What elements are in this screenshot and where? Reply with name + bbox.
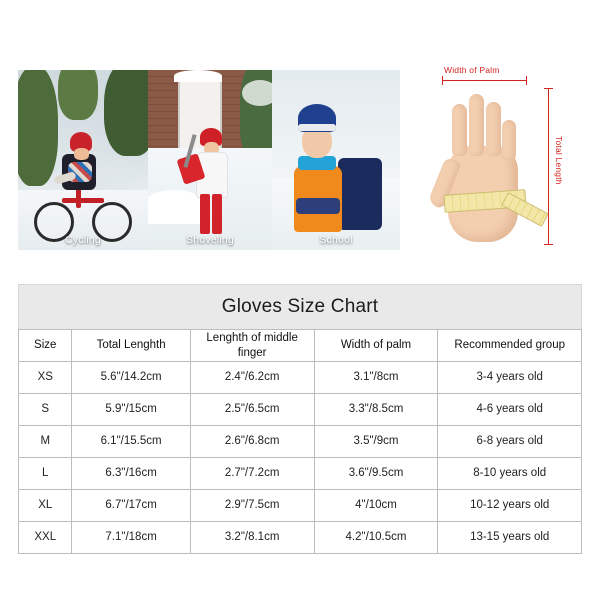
photo-cycling [18, 70, 148, 250]
cell-size: XL [19, 490, 72, 522]
photo-caption: School [319, 234, 353, 246]
decorative-tree [104, 70, 148, 156]
table-header-row [19, 330, 582, 362]
column-header-size: Size [19, 330, 72, 362]
cell-palm-width: 3.6"/9.5cm [314, 458, 438, 490]
jacket-panel [296, 198, 340, 214]
cell-recommended-group: 8-10 years old [438, 458, 582, 490]
cell-total-length: 7.1"/18cm [72, 522, 190, 554]
table-row [19, 426, 582, 458]
cell-size: S [19, 394, 72, 426]
lifestyle-photo-band [18, 70, 400, 250]
school-backpack [338, 158, 382, 230]
column-header-middle-finger: Lenghth of middle finger [190, 330, 314, 362]
child-pants [212, 194, 222, 234]
cell-total-length: 6.1"/15.5cm [72, 426, 190, 458]
cell-recommended-group: 3-4 years old [438, 362, 582, 394]
hand-illustration [436, 84, 532, 248]
cell-palm-width: 3.5"/9cm [314, 426, 438, 458]
cell-size: XXL [19, 522, 72, 554]
decorative-tree [18, 70, 58, 186]
size-table [18, 329, 582, 554]
cell-middle-finger: 2.5"/6.5cm [190, 394, 314, 426]
table-row [19, 490, 582, 522]
cell-recommended-group: 6-8 years old [438, 426, 582, 458]
total-length-tick [544, 244, 553, 245]
snow-on-roof [174, 70, 222, 82]
cell-middle-finger: 2.7"/7.2cm [190, 458, 314, 490]
cell-middle-finger: 2.9"/7.5cm [190, 490, 314, 522]
cell-recommended-group: 4-6 years old [438, 394, 582, 426]
table-row [19, 394, 582, 426]
column-header-recommended-group: Recommended group [438, 330, 582, 362]
cell-total-length: 5.9"/15cm [72, 394, 190, 426]
column-header-total-length: Total Lenghth [72, 330, 190, 362]
table-row [19, 458, 582, 490]
photo-school [272, 70, 400, 250]
table-row [19, 362, 582, 394]
index-finger [452, 104, 467, 156]
photo-caption: Shoveling [186, 234, 234, 246]
cell-palm-width: 4"/10cm [314, 490, 438, 522]
table-row [19, 522, 582, 554]
cell-recommended-group: 13-15 years old [438, 522, 582, 554]
cell-size: L [19, 458, 72, 490]
gloves-size-chart [18, 284, 582, 554]
page-title: Gloves Size Chart [221, 296, 379, 317]
cell-total-length: 6.7"/17cm [72, 490, 190, 522]
cell-size: XS [19, 362, 72, 394]
snow-on-bush [242, 80, 272, 106]
cell-size: M [19, 426, 72, 458]
rider-face [74, 148, 89, 160]
cell-total-length: 6.3"/16cm [72, 458, 190, 490]
total-length-tick [544, 88, 553, 89]
cell-total-length: 5.6"/14.2cm [72, 362, 190, 394]
cell-middle-finger: 3.2"/8.1cm [190, 522, 314, 554]
cell-recommended-group: 10-12 years old [438, 490, 582, 522]
bike-frame [62, 198, 104, 203]
cell-middle-finger: 2.6"/6.8cm [190, 426, 314, 458]
photo-shoveling [148, 70, 272, 250]
chart-title-bar [18, 284, 582, 329]
child-scarf [298, 156, 336, 170]
middle-finger [469, 94, 484, 156]
column-header-palm-width: Width of palm [314, 330, 438, 362]
hand-measurement-diagram [408, 62, 586, 258]
cell-middle-finger: 2.4"/6.2cm [190, 362, 314, 394]
photo-caption: Cycling [65, 234, 101, 246]
total-length-dimension-line [548, 88, 549, 244]
cell-palm-width: 3.3"/8.5cm [314, 394, 438, 426]
hat-band [298, 124, 336, 131]
total-length-label: Total Length [554, 136, 564, 185]
palm-width-label: Width of Palm [444, 65, 500, 75]
child-pants [200, 194, 210, 234]
little-finger [502, 120, 516, 160]
cell-palm-width: 4.2"/10.5cm [314, 522, 438, 554]
decorative-tree [58, 70, 98, 120]
palm-width-dimension-line [442, 80, 526, 81]
cell-palm-width: 3.1"/8cm [314, 362, 438, 394]
ring-finger [486, 102, 501, 156]
